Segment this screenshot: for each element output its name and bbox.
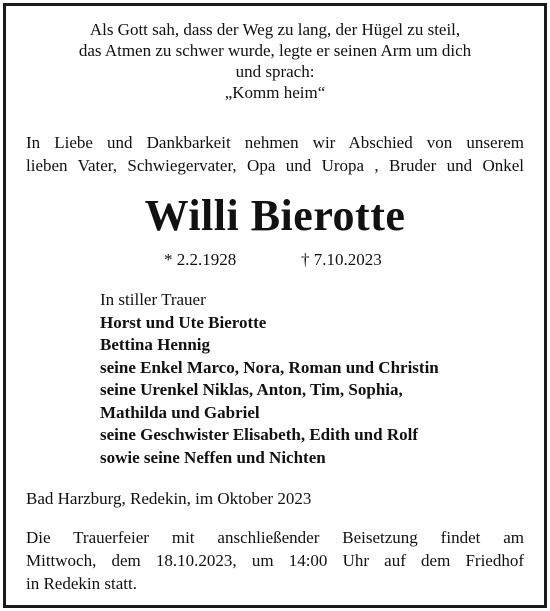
farewell-line: In Liebe und Dankbarkeit nehmen wir Abschied von unserem: [26, 133, 524, 152]
poem-line: und sprach:: [235, 62, 315, 81]
poem-line: Als Gott sah, dass der Weg zu lang, der Hügel zu steil,: [89, 20, 461, 39]
mourners-list: [100, 289, 520, 469]
farewell-text: [26, 131, 524, 177]
mourner-line: Bettina Hennig: [100, 335, 211, 354]
funeral-line: in Redekin statt.: [26, 574, 137, 593]
poem-line: das Atmen zu schwer wurde, legte er seinen Arm um dich: [78, 41, 472, 60]
poem-line: „Komm heim“: [224, 83, 326, 102]
farewell-line: lieben Vater, Schwiegervater, Opa und Uropa , Bruder und Onkel: [26, 156, 524, 175]
mourner-line: seine Geschwister Elisabeth, Edith und Rolf: [100, 425, 419, 444]
mourning-heading: In stiller Trauer: [100, 290, 206, 309]
place-and-date: Bad Harzburg, Redekin, im Oktober 2023: [26, 489, 312, 508]
funeral-info: [26, 526, 524, 595]
funeral-line: Mittwoch, dem 18.10.2023, um 14:00 Uhr auf dem Friedhof: [26, 551, 524, 570]
mourner-line: sowie seine Neffen und Nichten: [100, 447, 326, 467]
mourner-line: seine Enkel Marco, Nora, Roman und Christin: [100, 357, 439, 377]
birth-date: * 2.2.1928: [164, 250, 237, 269]
obituary-notice: [3, 3, 547, 608]
mourner-line: Mathilda und Gabriel: [100, 402, 260, 422]
death-date: † 7.10.2023: [301, 250, 382, 269]
funeral-line: Die Trauerfeier mit anschließender Beisetzung findet am: [26, 528, 524, 547]
mourner-line: Horst und Ute Bierotte: [100, 312, 267, 332]
mourner-line: seine Urenkel Niklas, Anton, Tim, Sophia,: [100, 380, 403, 399]
deceased-name: Willi Bierotte: [144, 191, 406, 240]
poem: [6, 19, 544, 103]
